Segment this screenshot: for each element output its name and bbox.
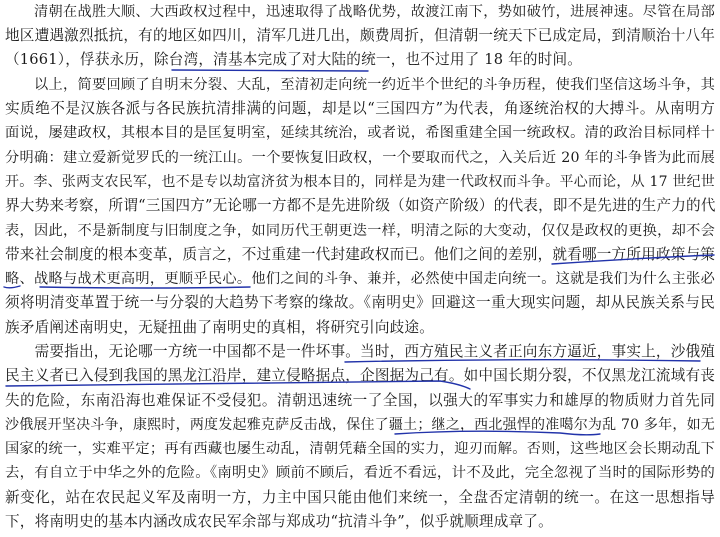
text-line: 开。李、张两支农民军，也不是专以劫富济贫为根本目的，同样是为建一代政权而斗争。平心而论，从 17 世纪世: [5, 174, 715, 190]
text-line: 表，因此，不是新制度与旧制度之争，如同历代王朝更迭一样，明清之际的大变动，仅仅是政权的更换，却不会: [5, 223, 715, 239]
text-line: 界大势来考察，所谓“三国四方”无论哪一方都不是先进阶级（如资产阶级）的代表，即不是先进的生产力的代: [5, 197, 716, 214]
text-line: 以上，简要回顾了自明末分裂、大乱，至清初走向统一约近半个世纪的斗争历程，使我们坚信这场斗争，其: [5, 77, 715, 93]
text-line: 去，有自立于中华之外的危险。《南明史》顾前不顾后，看近不看远，计不及此，完全忽视了当时的国际形势的: [5, 465, 715, 481]
text-line: 地区遭遇激烈抵抗，有的地区如四川，清军几进几出，颇费周折，但清朝一统天下已成定局，到清顺治十八年: [5, 27, 716, 44]
text-line: 须将明清变革置于统一与分裂的大趋势下考察的缘故。《南明史》回避这一重大现实问题，却从民族关系与民: [5, 294, 715, 311]
text-line: 国家的统一，实难平定；再有西藏也屡生动乱，清朝凭藉全国的实力，迎刃而解。否则，这些地区会长期动乱下: [5, 441, 715, 457]
text-line: 民主义者已入侵到我国的黑龙江沿岸，建立侵略据点，企图据为己有。如中国长期分裂，不仅黑龙江流域有丧: [5, 367, 716, 384]
text-line: 族矛盾阐述南明史，无疑扭曲了南明史的真相，将研究引向歧途。: [5, 319, 435, 336]
text-line: 略、战略与战术更高明，更顺乎民心。他们之间的斗争、兼并，必然使中国走向统一。这就是我们为什么主张必: [5, 271, 715, 287]
text-line: 分明确：建立爱新觉罗氏的一统江山。一个要恢复旧政权，一个要取而代之，入关后近 20 年的斗争皆为此而展: [5, 150, 715, 166]
text-line: 清朝在战胜大顺、大西政权过程中，迅速取得了战略优势，故渡江南下，势如破竹，进展神速。尽管在局部: [5, 4, 715, 20]
text-line: （1661），俘获永历，除台湾，清基本完成了对大陆的统一，也不过用了 18 年的时间。: [5, 51, 583, 68]
text-line: 新变化，站在农民起义军及南明一方，力主中国只能由他们来统一，全盘否定清朝的统一。在这一思想指导: [5, 489, 715, 506]
text-line: 失的危险，东南沿海也难保证不受侵犯。清朝迅速统一了全国，以强大的军事实力和雄厚的物质财力首先同: [5, 392, 715, 409]
underline-mark: [172, 70, 368, 71]
text-line: 需要指出，无论哪一方统一中国都不是一件坏事。当时，西方殖民主义者正向东方逼近，事实上，沙俄殖: [5, 343, 716, 360]
text-line: 面说，屡建政权，其根本目的是匡复明室，延续其统治，或者说，希图重建全国一统政权。清的政治目标同样十: [5, 125, 715, 141]
text-line: 实质绝不是汉族各派与各民族抗清排满的问题，却是以“三国四方”为代表，角逐统治权的大搏斗。从南明方: [5, 100, 715, 117]
text-line: 下，将南明史的基本内涵改成农民军余部与郑成功“抗清斗争”，似乎就顺理成章了。: [5, 513, 553, 530]
text-line: 沙俄展开坚决斗争，康熙时，两度发起雅克萨反击战，保住了疆土；继之，西北强悍的准噶尔为乱 70 多年，如无: [5, 417, 715, 433]
text-line: 带来社会制度的根本变革，质言之，不过重建一代封建政权而已。他们之间的差别，就看哪一方所用政策与策: [5, 246, 716, 263]
